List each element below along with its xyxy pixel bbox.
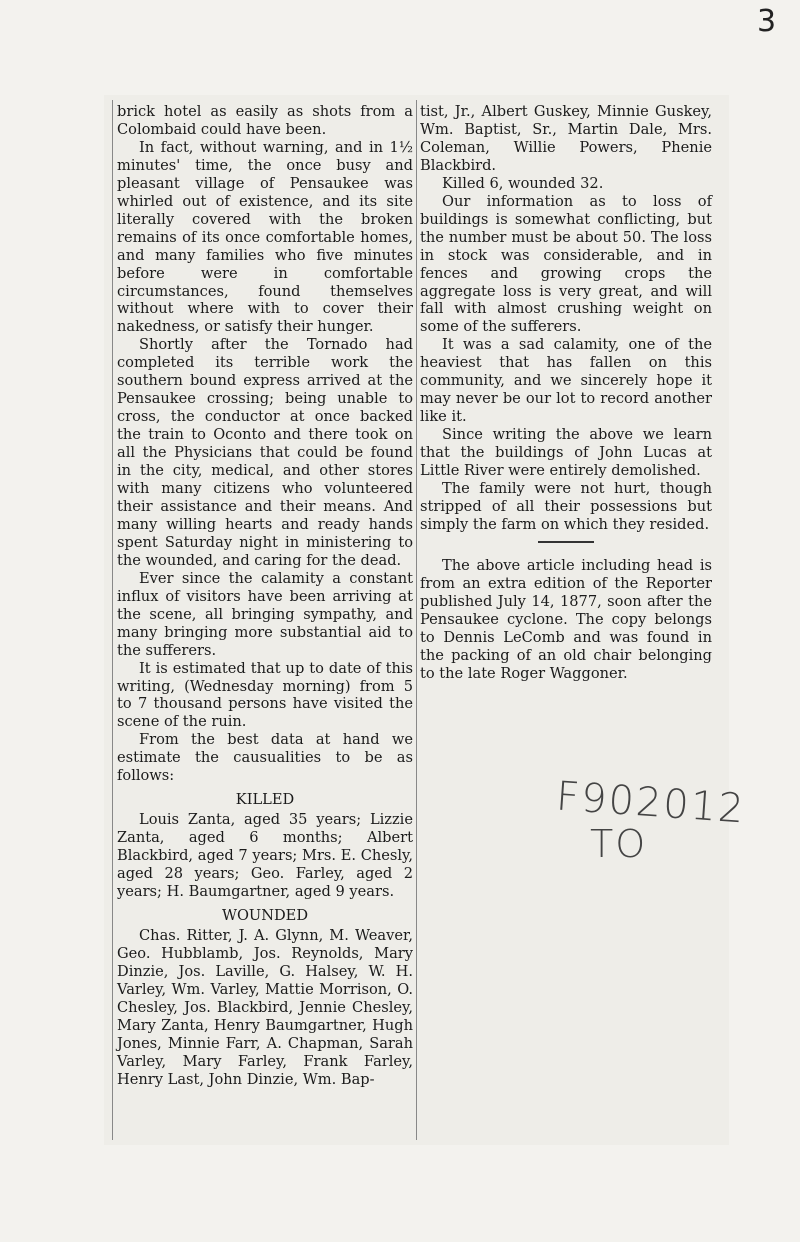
left-paragraph-6: From the best data at hand we estimate the causualities to be as follows:: [117, 731, 413, 785]
column-divider: [416, 100, 417, 1140]
right-paragraph-7: The above article including head is from an extra edition of the Reporter published July 14, 1877, soon after the Pensaukee cyclone. The copy belongs to Dennis LeComb and was found in the packing of an old chair belonging to the late Roger Waggoner.: [420, 556, 712, 682]
right-paragraph-4: It was a sad calamity, one of the heaviest that has fallen on this community, and we sincerely hope it may never be our lot to record another like it.: [420, 336, 712, 426]
right-paragraph-1: tist, Jr., Albert Guskey, Minnie Guskey, Wm. Baptist, Sr., Martin Dale, Mrs. Coleman, Willie Powers, Phenie Blackbird.: [420, 103, 712, 174]
left-paragraph-2: In fact, without warning, and in 1½ minutes' time, the once busy and pleasant village of Pensaukee was whirled out of existence, and its site literally covered with the broken remains of its once comfortable homes, and many families who five minutes before were in comfortable circumstances, found themselves without where with to cover their nakedness, or satisfy their hunger.: [117, 138, 413, 336]
killed-list: Louis Zanta, aged 35 years; Lizzie Zanta, aged 6 months; Albert Blackbird, aged 7 years; Mrs. E. Chesly, aged 28 years; Geo. Farley, aged 2 years; H. Baumgartner, aged 9 years.: [117, 811, 413, 900]
left-paragraph-5: It is estimated that up to date of this writing, (Wednesday morning) from 5 to 7 thousand persons have visited the scene of the ruin.: [117, 659, 413, 731]
handwritten-code: F902012: [554, 773, 748, 833]
right-paragraph-5: Since writing the above we learn that the buildings of John Lucas at Little River were entirely demolished.: [420, 426, 712, 480]
left-column: [117, 103, 413, 1088]
wounded-heading: WOUNDED: [221, 906, 309, 924]
left-paragraph-1: brick hotel as easily as shots from a Colombaid could have been.: [117, 103, 413, 138]
right-paragraph-6: The family were not hurt, though stripped of all their possessions but simply the farm on which they resided.: [420, 480, 712, 533]
right-paragraph-3: Our information as to loss of buildings is somewhat conflicting, but the number must be about 50. The loss in stock was considerable, and in fences and growing crops the aggregate loss is very great, and will fall with almost crushing weight on some of the sufferers.: [420, 192, 712, 336]
right-column: [420, 103, 712, 683]
left-paragraph-3: Shortly after the Tornado had completed its terrible work the southern bound express arrived at the Pensaukee crossing; being unable to cross, the conductor at once backed the train to Oconto and there took on all the Physicians that could be found in the city, medical, and other stores with many citizens who volunteered their assistance and their means. And many willing hearts and ready hands spent Saturday night in ministering to the wounded, and caring for the dead.: [117, 336, 413, 569]
left-paragraph-4: Ever since the calamity a constant influx of visitors have been arriving at the scene, all bringing sympathy, and many bringing more substantial aid to the sufferers.: [117, 569, 413, 659]
right-paragraph-2: Killed 6, wounded 32.: [442, 174, 604, 192]
killed-heading: KILLED: [235, 791, 295, 809]
handwritten-code-2: TO: [590, 822, 648, 866]
clipping-edge-left: [112, 100, 113, 1140]
section-rule: [538, 541, 594, 543]
wounded-list: Chas. Ritter, J. A. Glynn, M. Weaver, Geo. Hubblamb, Jos. Reynolds, Mary Dinzie, Jos. Laville, G. Halsey, W. H. Varley, Wm. Varley, Mattie Morrison, O. Chesley, Jos. Blackbird, Jennie Chesley, Mary Zanta, Henry Baumgartner, Hugh Jones, Minnie Farr, A. Chapman, Sarah Varley, Mary Farley, Frank Farley, Henry Last, John Dinzie, Wm. Bap-: [117, 926, 413, 1088]
page-number: 3: [757, 4, 777, 39]
